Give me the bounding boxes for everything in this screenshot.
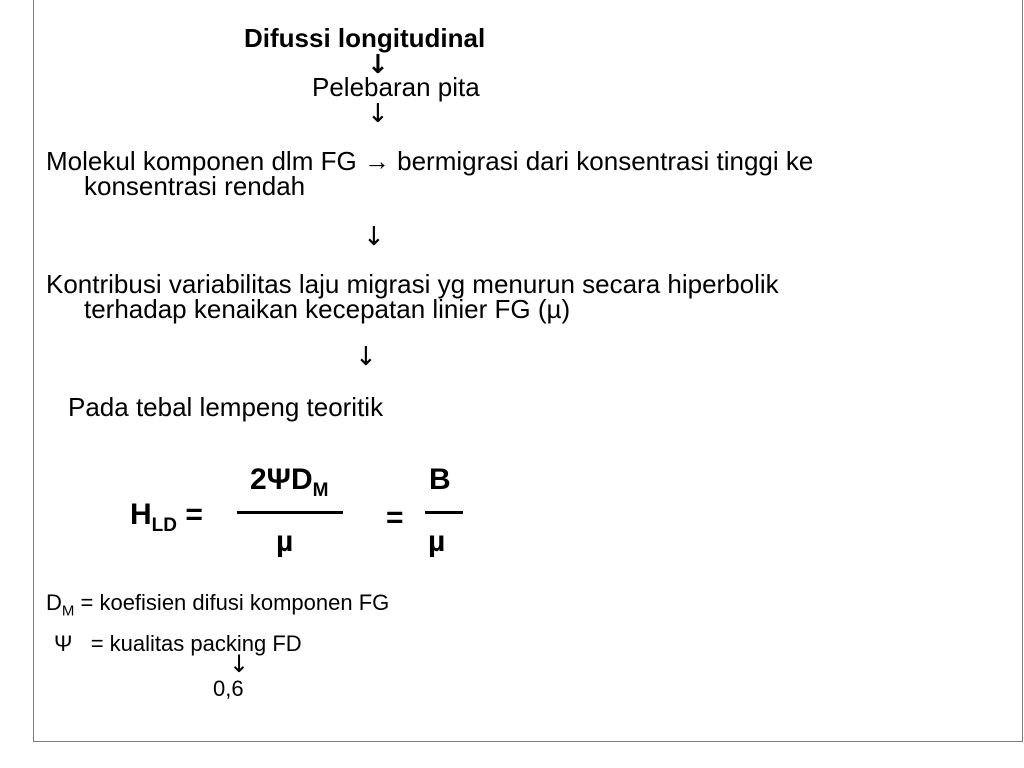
paragraph-2-line-1: Kontribusi variabilitas laju migrasi yg menurun secara hiperbolik — [46, 269, 779, 299]
paragraph-2-line-2: terhadap kenaikan kecepatan linier FG (µ) — [84, 294, 571, 324]
formula-denominator-2: µ — [428, 525, 446, 558]
paragraph-3: Pada tebal lempeng teoritik — [68, 392, 384, 422]
formula-h-subscript: LD — [151, 515, 177, 536]
down-arrow-icon: ↓ — [367, 99, 389, 129]
definition-psi: Ψ = kualitas packing FD — [54, 631, 302, 656]
fraction-bar-1 — [237, 511, 343, 514]
down-arrow-icon: ↓ — [355, 342, 377, 372]
down-arrow-icon: ↓ — [367, 50, 389, 80]
definition-dm — [46, 592, 389, 618]
definition-dm-symbol: D — [46, 590, 62, 615]
formula-denominator-1: µ — [276, 525, 294, 558]
down-arrow-icon: ↓ — [363, 222, 385, 252]
formula-equals-1: = — [177, 498, 203, 531]
paragraph-1-line-1: Molekul komponen dlm FG → bermigrasi dari konsentrasi tinggi ke — [46, 146, 814, 176]
slide-title: Difussi longitudinal — [244, 23, 486, 53]
subtitle: Pelebaran pita — [312, 72, 480, 102]
fraction-bar-2 — [425, 511, 463, 514]
formula-numerator-2: B — [429, 463, 451, 496]
numerator-subscript: M — [312, 480, 329, 501]
down-arrow-icon: ↓ — [229, 650, 250, 678]
definition-dm-subscript: M — [61, 602, 75, 620]
formula-h: H — [130, 498, 152, 531]
formula-lhs — [130, 500, 203, 535]
formula-equals-2: = — [386, 501, 404, 534]
psi-value: 0,6 — [213, 676, 244, 701]
formula-numerator-1 — [250, 465, 328, 500]
definition-dm-text: = koefisien difusi komponen FG — [74, 590, 390, 615]
paragraph-1-line-2: konsentrasi rendah — [84, 171, 306, 201]
numerator-main: 2ΨD — [250, 463, 313, 496]
